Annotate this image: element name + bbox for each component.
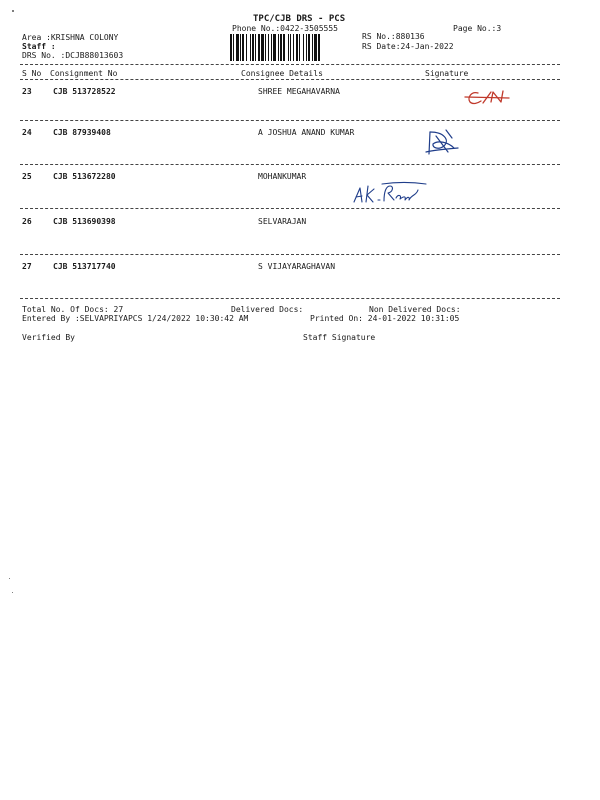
row-consignment: CJB 513690398	[53, 217, 116, 226]
svg-text:P/S: P/S	[529, 92, 555, 111]
column-header-signature: Signature	[425, 69, 469, 78]
row-divider	[20, 164, 560, 165]
rs-number: RS No.:880136	[362, 32, 425, 41]
svg-text:C/N: C/N	[460, 225, 496, 249]
barcode-bar	[290, 34, 291, 61]
entered-by: Entered By :SELVAPRIYAPCS 1/24/2022 10:30:42 AM	[22, 314, 249, 323]
printed-on: Printed On: 24-01-2022 10:31:05	[310, 314, 460, 323]
row-consignee: SELVARAJAN	[258, 217, 307, 226]
svg-text:9360215494: 9360215494	[432, 194, 551, 214]
row27-handwritten-note	[466, 262, 526, 290]
drs-number: DRS No. :DCJB88013603	[22, 51, 124, 60]
scan-speck	[12, 592, 13, 593]
row-consignee: SHREE MEGAHAVARNA	[258, 87, 340, 96]
row-divider	[20, 208, 560, 209]
row-divider	[20, 254, 560, 255]
row-sno: 23	[22, 87, 32, 96]
barcode-bar	[283, 34, 285, 61]
row-sno: 24	[22, 128, 32, 137]
row-sno: 26	[22, 217, 32, 226]
barcode-bar	[242, 34, 244, 61]
verified-by: Verified By	[22, 333, 75, 342]
barcode-bar	[273, 34, 276, 61]
barcode-bar	[293, 34, 294, 61]
barcode-bar	[299, 34, 300, 61]
barcode-bar	[312, 34, 313, 61]
barcode-bar	[265, 34, 266, 61]
staff-label: Staff :	[22, 42, 56, 51]
barcode-bar	[271, 34, 272, 61]
non-delivered-docs: Non Delivered Docs:	[369, 305, 461, 314]
column-header-consignment: Consignment No	[50, 69, 118, 78]
barcode-bar	[240, 34, 241, 61]
row-consignment: CJB 513728522	[53, 87, 116, 96]
page-number: Page No.:3	[453, 24, 502, 33]
row-consignment: CJB 87939408	[53, 128, 111, 137]
row24-signature	[424, 126, 464, 160]
phone-number: Phone No.:0422-3505555	[232, 24, 338, 33]
barcode-bar	[230, 34, 232, 61]
barcode-bar	[303, 34, 304, 61]
barcode-bar	[250, 34, 251, 61]
barcode-bar	[318, 34, 320, 61]
barcode-bar	[308, 34, 310, 61]
row-consignment: CJB 513717740	[53, 262, 116, 271]
svg-text:C/N: C/N	[466, 267, 495, 286]
report-title: TPC/CJB DRS - PCS	[253, 14, 346, 24]
barcode-bar	[236, 34, 239, 61]
column-header-rule	[20, 79, 560, 80]
row25-signature	[352, 180, 432, 206]
column-header-sno: S No	[22, 69, 42, 78]
header-rule	[20, 64, 560, 65]
total-docs: Total No. Of Docs: 27	[22, 305, 124, 314]
barcode-bar	[268, 34, 269, 61]
delivered-docs: Delivered Docs:	[231, 305, 304, 314]
barcode-bar	[252, 34, 254, 61]
row-sno: 27	[22, 262, 32, 271]
row-consignee: MOHANKUMAR	[258, 172, 307, 181]
barcode-bar	[246, 34, 247, 61]
row-consignee: A JOSHUA ANAND KUMAR	[258, 128, 355, 137]
barcode-bar	[261, 34, 264, 61]
barcode-bar	[233, 34, 234, 61]
barcode-bar	[306, 34, 307, 61]
row26-handwritten-note	[460, 222, 520, 252]
scan-speck	[12, 10, 14, 12]
barcode-bar	[296, 34, 298, 61]
barcode-bar	[288, 34, 289, 61]
barcode-bar	[258, 34, 260, 61]
scan-speck	[9, 578, 10, 579]
row-divider	[20, 120, 560, 121]
row-sno: 25	[22, 172, 32, 181]
staff-signature: Staff Signature	[303, 333, 376, 342]
row-consignment: CJB 513672280	[53, 172, 116, 181]
row-consignee: S VIJAYARAGHAVAN	[258, 262, 336, 271]
barcode-image	[230, 34, 356, 61]
rs-date: RS Date:24-Jan-2022	[362, 42, 454, 51]
row23-handwritten-note	[463, 88, 563, 114]
barcode-bar	[314, 34, 317, 61]
barcode-bar	[255, 34, 256, 61]
barcode-bar	[278, 34, 279, 61]
row-divider	[20, 298, 560, 299]
area-label: Area :KRISHNA COLONY	[22, 33, 119, 42]
row25-handwritten-phone	[432, 190, 562, 216]
barcode-bar	[280, 34, 282, 61]
column-header-consignee: Consignee Details	[241, 69, 323, 78]
